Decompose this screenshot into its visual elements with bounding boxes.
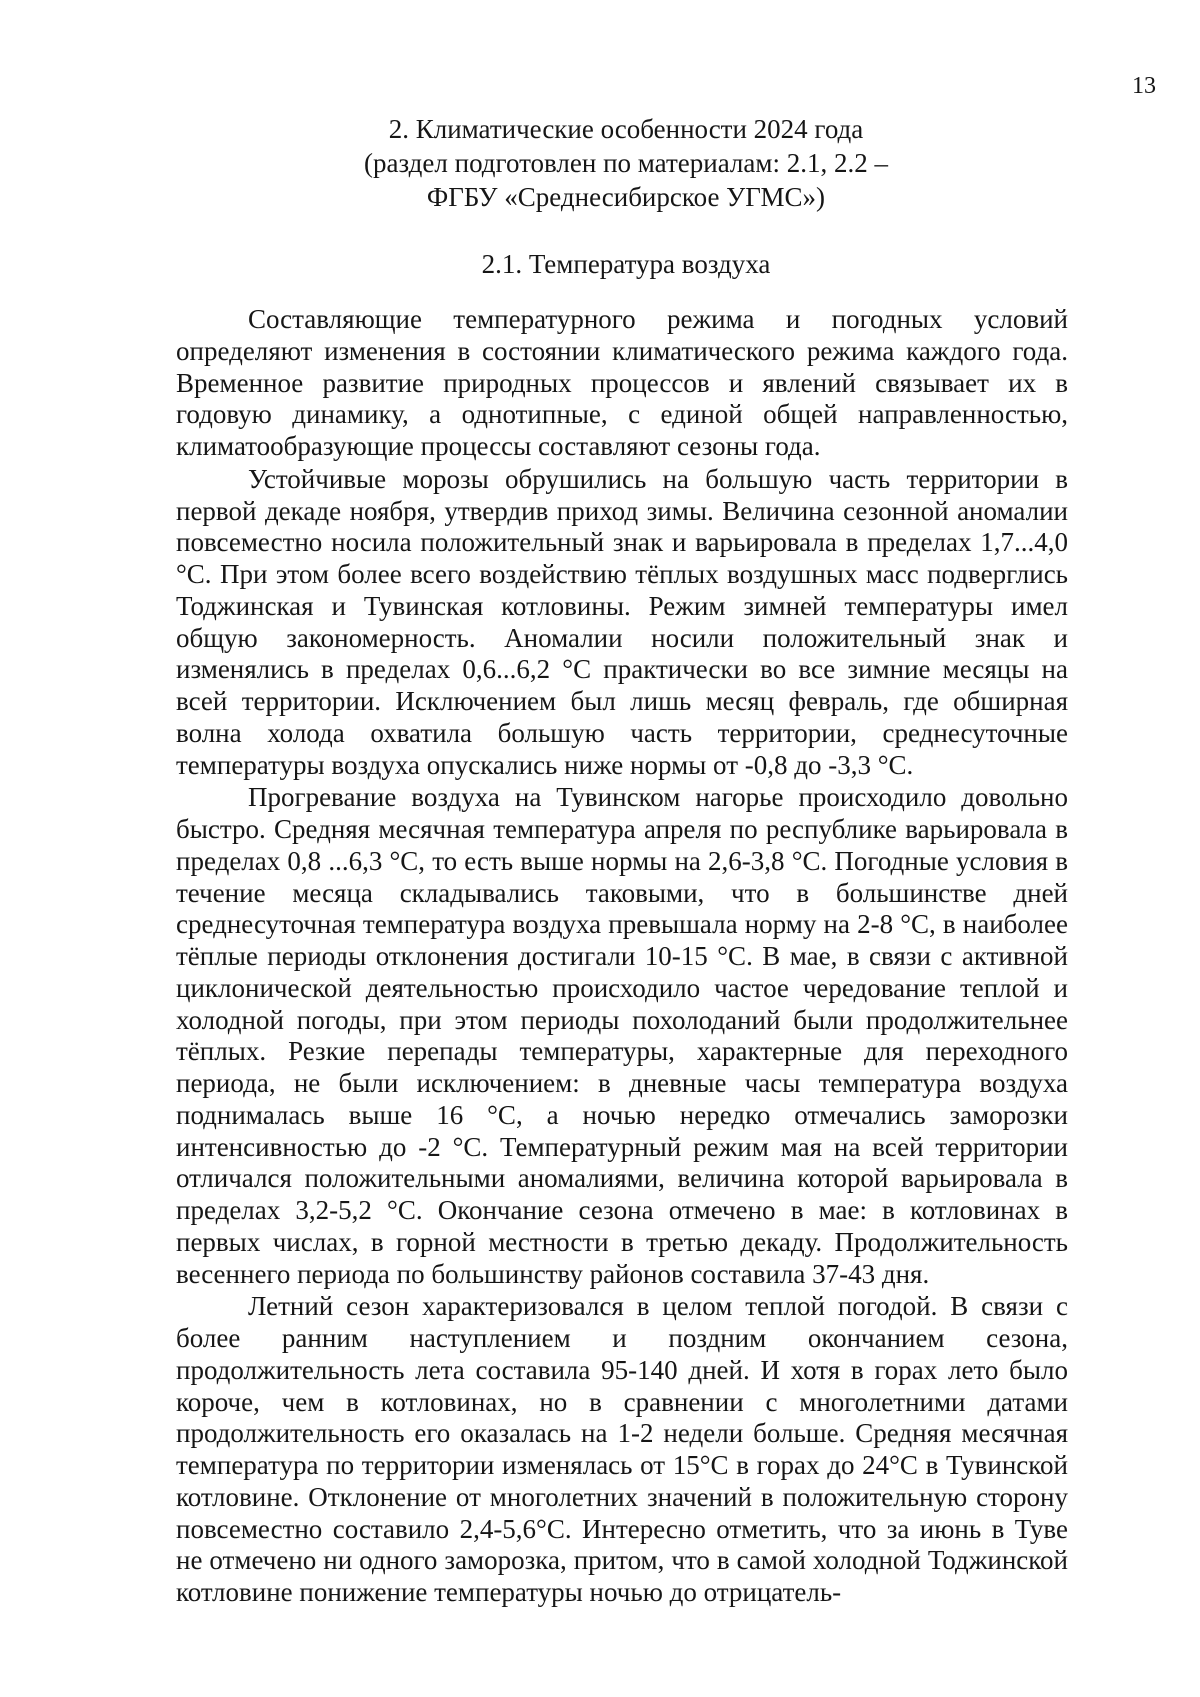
subsection-title: 2.1. Температура воздуха	[481, 249, 771, 279]
body-text	[176, 304, 1068, 1609]
section-title-line: (раздел подготовлен по материалам: 2.1, 2.2 –	[364, 148, 888, 178]
paragraph: Составляющие температурного режима и погодных условий определяют изменения в состоянии климатического режима каждого года. Временное развитие природных процессов и явлений связывает их в годовую динамику, а однотипные, с единой общей направленностью, климатообразующие процессы составляют сезоны года.	[176, 304, 1068, 461]
page-number: 13	[1132, 73, 1156, 99]
paragraph: Летний сезон характеризовался в целом теплой погодой. В связи с более ранним наступлением и поздним окончанием сезона, продолжительность лета составила 95-140 дней. И хотя в горах лето было короче, чем в котловинах, но в сравнении с многолетними датами продолжительность его оказалась на 1-2 недели больше. Средняя месячная температура по территории изменялась от 15°С в горах до 24°С в Тувинской котловине. Отклонение от многолетних значений в положительную сторону повсеместно составило 2,4-5,6°С. Интересно отметить, что за июнь в Туве не отмечено ни одного заморозка, притом, что в самой холодной Тоджинской котловине понижение температуры ночью до отрицатель-	[176, 1291, 1068, 1607]
paragraph: Устойчивые морозы обрушились на большую часть территории в первой декаде ноября, утвердив приход зимы. Величина сезонной аномалии повсеместно носила положительный знак и варьировала в пределах 1,7...4,0 °С. При этом более всего воздействию тёплых воздушных масс подверглись Тоджинская и Тувинская котловины. Режим зимней температуры имел общую закономерность. Аномалии носили положительный знак и изменялись в пределах 0,6...6,2 °С практически во все зимние месяцы на всей территории. Исключением был лишь месяц февраль, где обширная волна холода охватила большую часть территории, среднесуточные температуры воздуха опускались ниже нормы от -0,8 до -3,3 °С.	[176, 463, 1068, 780]
section-heading	[176, 112, 1076, 214]
section-title-line: ФГБУ «Среднесибирское УГМС»)	[426, 182, 826, 212]
section-title-line: 2. Климатические особенности 2024 года	[388, 114, 864, 144]
paragraph: Прогревание воздуха на Тувинском нагорье происходило довольно быстро. Средняя месячная температура апреля по республике варьировала в пределах 0,8 ...6,3 °С, то есть выше нормы на 2,6-3,8 °С. Погодные условия в течение месяца складывались таковыми, что в большинстве дней среднесуточная температура воздуха превышала норму на 2-8 °С, в наиболее тёплые периоды отклонения достигали 10-15 °С. В мае, в связи с активной циклонической деятельностью происходило частое чередование теплой и холодной погоды, при этом периоды похолоданий были продолжительнее тёплых. Резкие перепады температуры, характерные для переходного периода, не были исключением: в дневные часы температура воздуха поднималась выше 16 °С, а ночью нередко отмечались заморозки интенсивностью до -2 °С. Температурный режим мая на всей территории отличался положительными аномалиями, величина которой варьировала в пределах 3,2-5,2 °С. Окончание сезона отмечено в мае: в котловинах в первых числах, в горной местности в третью декаду. Продолжительность весеннего периода по большинству районов составила 37-43 дня.	[176, 782, 1068, 1289]
